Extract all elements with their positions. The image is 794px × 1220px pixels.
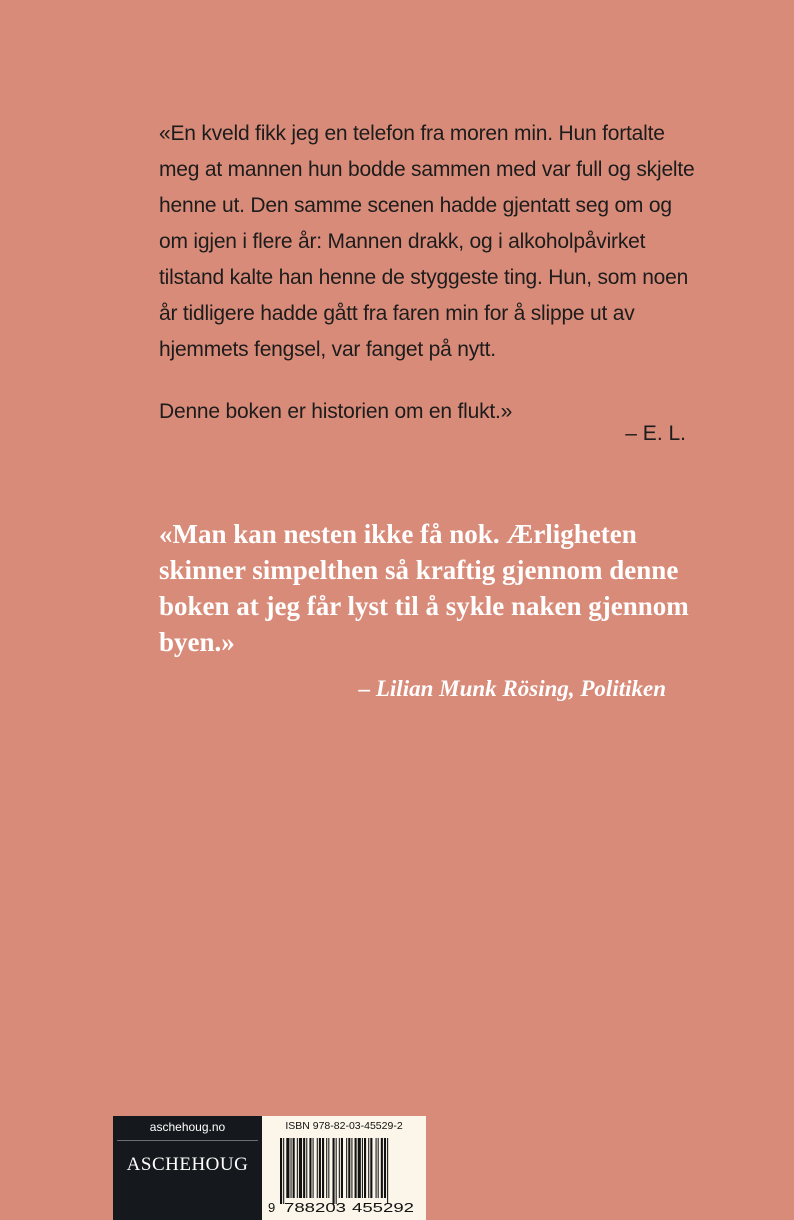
barcode-bar: [355, 1138, 357, 1198]
barcode-bar: [348, 1138, 350, 1198]
publisher-panel: [113, 1116, 262, 1220]
barcode-bar: [333, 1138, 335, 1204]
barcode: [268, 1138, 420, 1216]
barcode-bar: [322, 1138, 324, 1198]
barcode-bar: [368, 1138, 369, 1198]
barcode-bar: [364, 1138, 366, 1198]
review-attribution: – Lilian Munk Rösing, Politiken: [358, 676, 666, 701]
barcode-bar: [319, 1138, 321, 1198]
barcode-bar: [328, 1138, 329, 1198]
barcode-bar: [280, 1138, 282, 1204]
barcode-bar: [339, 1138, 340, 1198]
barcode-right-digits: 455292: [352, 1200, 414, 1215]
publisher-logo: ASCHEHOUG: [126, 1154, 249, 1175]
barcode-bar: [293, 1138, 295, 1198]
barcode-panel: [262, 1116, 426, 1220]
barcode-bar: [306, 1138, 307, 1198]
barcode-bar: [362, 1138, 363, 1198]
barcode-bar: [336, 1138, 337, 1204]
barcode-bar: [317, 1138, 318, 1198]
isbn-label: ISBN 978-82-03-45529-2: [285, 1120, 403, 1132]
barcode-bar: [341, 1138, 343, 1198]
review-quote: «Man kan nesten ikke få nok. Ærligheten skinner simpelthen så kraftig gjennom denne boken at jeg får lyst til å sykle naken gjennom byen.»: [159, 519, 689, 657]
barcode-bar: [346, 1138, 347, 1198]
barcode-bars: [280, 1138, 388, 1204]
divider: [117, 1140, 258, 1141]
barcode-bar: [303, 1138, 305, 1198]
barcode-bar: [381, 1138, 383, 1198]
blurb-paragraph: «En kveld fikk jeg en telefon fra moren min. Hun fortalte meg at mannen hun bodde sammen med var full og skjelte henne ut. Den samme scenen hadde gjentatt seg om og om igjen i flere år: Mannen drakk, og i alkoholpåvirket tilstand kalte han henne de styggeste ting. Hun, som noen år tidligere hadde gått fra faren min for å slippe ut av hjemmets fengsel, var fanget på nytt.: [159, 122, 695, 361]
barcode-bar: [384, 1138, 386, 1198]
barcode-left-digits: 788203: [284, 1200, 346, 1215]
barcode-bar: [286, 1138, 289, 1198]
barcode-bar: [297, 1138, 298, 1198]
blurb: [159, 116, 699, 430]
barcode-bar: [309, 1138, 311, 1198]
publisher-url: aschehoug.no: [149, 1120, 226, 1134]
barcode-bar: [378, 1138, 379, 1198]
barcode-bar: [358, 1138, 361, 1198]
barcode-bar: [351, 1138, 352, 1198]
barcode-bar: [326, 1138, 327, 1198]
barcode-bar: [299, 1138, 302, 1198]
barcode-first-digit: 9: [268, 1200, 276, 1215]
barcode-bar: [291, 1138, 292, 1198]
barcode-bar: [376, 1138, 377, 1198]
blurb-signature: – E. L.: [625, 422, 686, 445]
barcode-bar: [283, 1138, 284, 1204]
barcode-bar: [313, 1138, 314, 1198]
barcode-bar: [387, 1138, 388, 1204]
blurb-paragraph: Denne boken er historien om en flukt.»: [159, 400, 513, 423]
barcode-bar: [370, 1138, 372, 1198]
